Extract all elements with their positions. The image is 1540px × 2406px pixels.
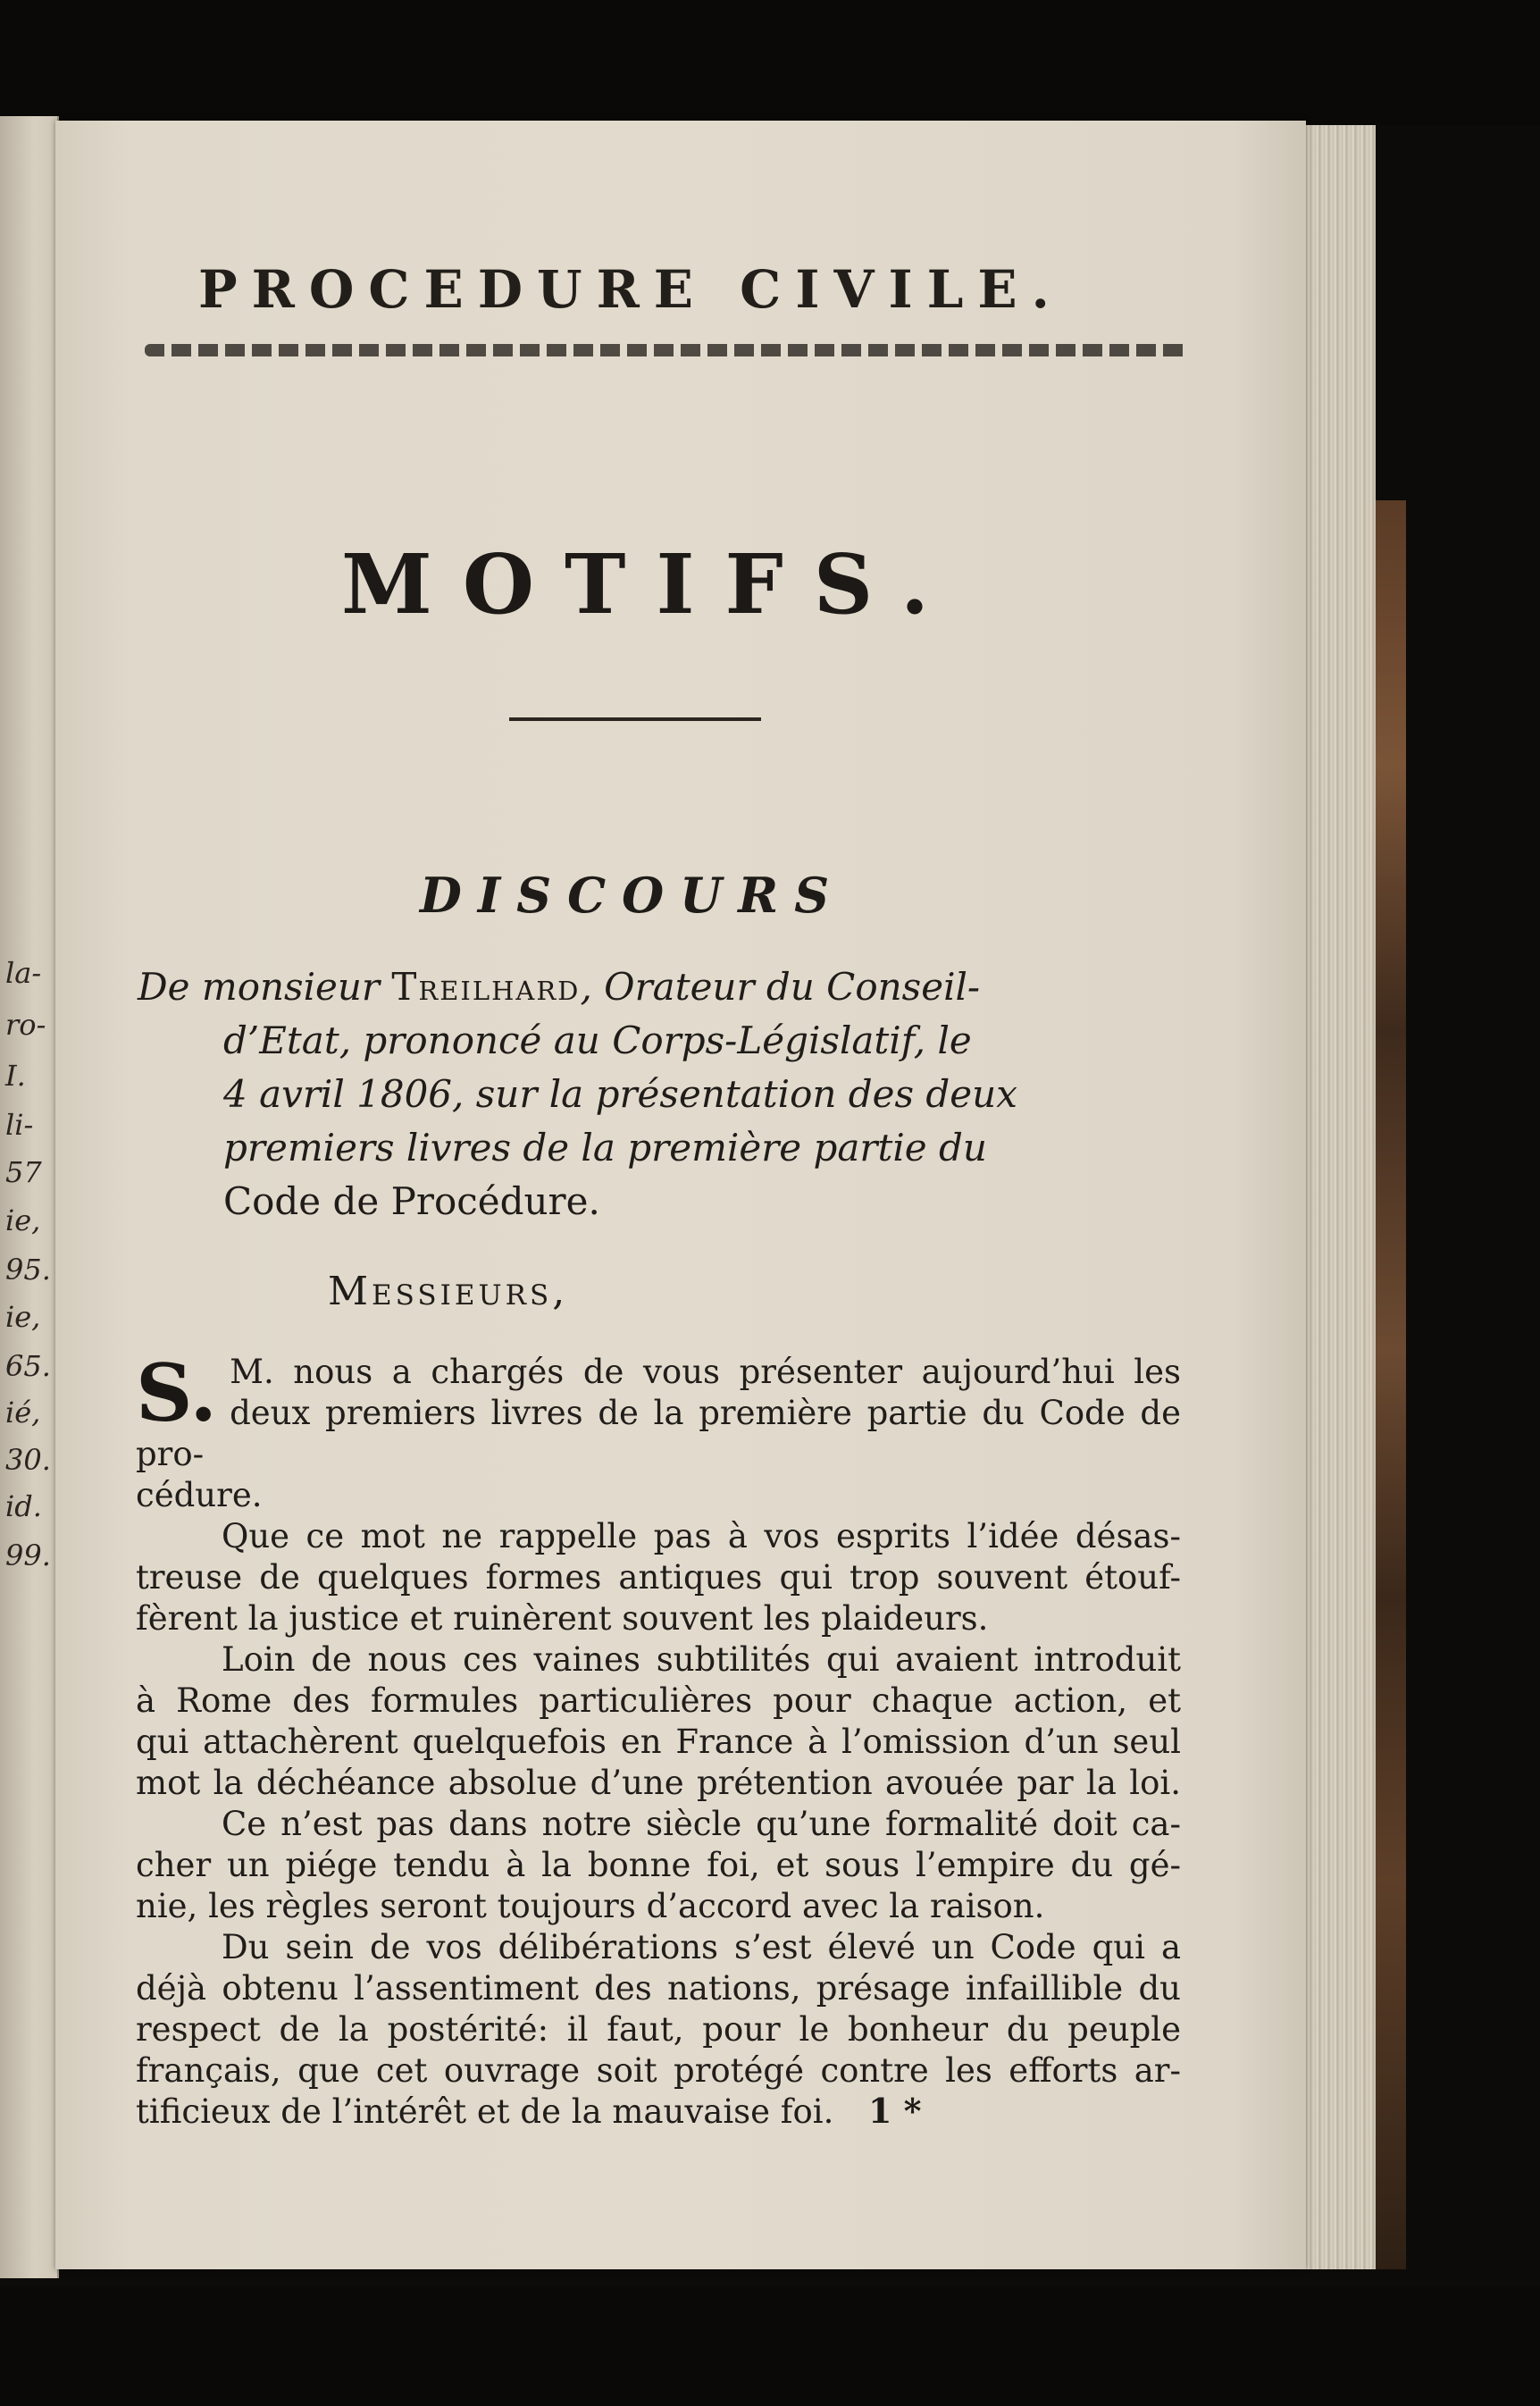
section-title: MOTIFS. [341,536,959,633]
paragraph [136,1346,1181,1516]
subtitle-line [138,960,1201,1014]
signature-mark: 1 * [868,2091,922,2131]
text-line: déjà obtenu l’assentiment des nations, présage infaillible du [136,1969,1181,2008]
background-top [0,0,1540,125]
text-line: tificieux de l’intérêt et de la mauvaise foi. [136,2092,834,2131]
text-line: cher un piége tendu à la bonne foi, et sous l’empire du gé- [136,1846,1181,1884]
paragraph [136,1639,1181,1804]
discours-subtitle [138,960,1201,1228]
subtitle-text: , Orateur du Conseil- [580,965,981,1009]
text-line: Que ce mot ne rappelle pas à vos esprits l’idée désas- [222,1517,1181,1555]
book-page [55,121,1306,2269]
facing-page-fragment: 65. [5,1349,51,1383]
text-line: respect de la postérité: il faut, pour le bonheur du peuple [136,2010,1181,2049]
text-line: deux premiers livres de la première partie du Code de pro- [136,1394,1181,1473]
text-line: à Rome des formules particulières pour chaque action, et [136,1681,1181,1720]
facing-page-fragment: ro- [5,1008,46,1042]
background-bottom [0,2287,1540,2406]
text-line: M. nous a chargés de vous présenter aujourd’hui les [230,1353,1181,1391]
subtitle-line: Code de Procédure. [223,1179,600,1223]
facing-page-fragment: I. [5,1059,26,1093]
text-line: qui attachèrent quelquefois en France à l’omission d’un seul [136,1723,1181,1761]
text-line: treuse de quelques formes antiques qui trop souvent étouf- [136,1558,1181,1597]
facing-page-fragment: ie, [5,1300,41,1334]
salutation: Messieurs, [328,1269,569,1314]
discours-heading: DISCOURS [420,867,846,924]
drop-cap: S. [136,1346,218,1439]
page-content [55,121,1306,2269]
facing-page-fragment: ie, [5,1203,41,1237]
running-head: PROCEDURE CIVILE. [198,259,1064,320]
text-line: cédure. [136,1476,263,1514]
book-cover-edge [1376,500,1406,2269]
facing-page-fragment: id. [5,1489,42,1523]
text-line: Loin de nous ces vaines subtilités qui avaient introduit [222,1640,1181,1679]
facing-page-fragment: 57 [5,1155,42,1189]
paragraph [136,1927,1181,2133]
facing-page-fragment: la- [5,956,42,990]
subtitle-line: premiers livres de la première partie du [223,1126,987,1169]
subtitle-line: d’Etat, prononcé au Corps-Législatif, le [223,1019,972,1062]
body-text [136,1346,1181,2133]
subtitle-line: 4 avril 1806, sur la présentation des deux [223,1072,1017,1116]
short-rule [509,717,761,721]
facing-page-fragment: ié, [5,1396,41,1429]
facing-page-fragment: 95. [5,1253,51,1287]
text-line: fèrent la justice et ruinèrent souvent les plaideurs. [136,1599,989,1638]
page-edges [1304,125,1376,2269]
paragraph [136,1804,1181,1927]
facing-page-fragment: 99. [5,1538,51,1572]
text-line: nie, les règles seront toujours d’accord avec la raison. [136,1887,1045,1925]
facing-page-fragment: li- [5,1108,34,1142]
paragraph [136,1516,1181,1639]
orator-name: Treilhard [391,965,581,1009]
facing-page-fragment: 30. [5,1443,51,1477]
text-line: mot la déchéance absolue d’une prétention avouée par la loi. [136,1764,1181,1802]
text-line: français, que cet ouvrage soit protégé contre les efforts ar- [136,2051,1181,2090]
subtitle-text: De monsieur [138,965,392,1009]
text-line: Du sein de vos délibérations s’est élevé un Code qui a [222,1928,1181,1966]
ornamental-rule [145,344,1190,356]
text-line: Ce n’est pas dans notre siècle qu’une formalité doit ca- [222,1805,1181,1843]
facing-page-strip [0,116,59,2278]
